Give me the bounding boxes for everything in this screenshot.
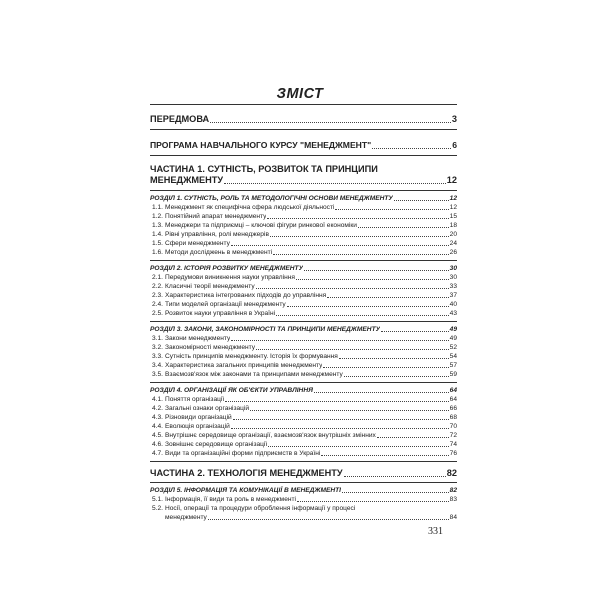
toc-item: 3.4. Характеристика загальних принципів менеджменту 57 [152,362,457,369]
toc-section-1: РОЗДІЛ 1. СУТНІСТЬ, РОЛЬ ТА МЕТОДОЛОГІЧНІ ОСНОВИ МЕНЕДЖМЕНТУ 12 [150,195,457,202]
page-title: ЗМІСТ [276,86,324,102]
toc-item: 1.3. Менеджери та підприємці – ключові фігури ринкової економіки 18 [152,222,457,229]
toc-item: 1.1. Менеджмент як специфічна сфера людської діяльності 12 [152,204,457,211]
toc-item: 2.4. Типи моделей організації менеджменту 40 [152,301,457,308]
toc-item: 4.7. Види та організаційні форми підприємств в Україні 76 [152,450,457,457]
toc-item: 5.1. Інформація, її види та роль в менеджменті 83 [152,496,457,503]
toc-item: 3.2. Закономірності менеджменту 52 [152,344,457,351]
toc-item-multiline: 5.2. Носії, операції та процедури оброблення інформації у процесі менеджменту 84 [152,505,457,521]
toc-item: 1.6. Методи досліджень в менеджменті 26 [152,249,457,256]
toc-item: 4.6. Зовнішнє середовище організації 74 [152,441,457,448]
toc-item: 4.4. Еволюція організацій 70 [152,423,457,430]
toc-part-2: ЧАСТИНА 2. ТЕХНОЛОГІЯ МЕНЕДЖМЕНТУ 82 [150,468,457,478]
toc-item: 3.3. Сутність принципів менеджменту. Історія їх формування 54 [152,353,457,360]
toc-entry-program: ПРОГРАМА НАВЧАЛЬНОГО КУРСУ "МЕНЕДЖМЕНТ" 6 [150,140,457,150]
toc-item: 4.5. Внутрішнє середовище організації, взаємозв'язок внутрішніх змінних 72 [152,432,457,439]
toc-item: 2.5. Розвиток науки управління в Україні 43 [152,310,457,317]
toc-item: 2.1. Передумови виникнення науки управління 30 [152,274,457,281]
toc-item: 2.3. Характеристика інтегрованих підходів до управління 37 [152,292,457,299]
toc-item: 1.5. Сфери менеджменту 24 [152,240,457,247]
toc-section-2: РОЗДІЛ 2. ІСТОРІЯ РОЗВИТКУ МЕНЕДЖМЕНТУ 30 [150,265,457,272]
toc-item: 1.2. Понятійний апарат менеджменту 15 [152,213,457,220]
toc-entry-preface: ПЕРЕДМОВА 3 [150,114,457,124]
toc-section-5: РОЗДІЛ 5. ІНФОРМАЦІЯ ТА КОМУНІКАЦІЇ В МЕНЕДЖМЕНТІ 82 [150,487,457,494]
page-number: 331 [428,526,443,537]
toc-item: 3.1. Закони менеджменту 49 [152,335,457,342]
toc-item: 1.4. Рівні управління, ролі менеджерів 20 [152,231,457,238]
toc-part-1: ЧАСТИНА 1. СУТНІСТЬ, РОЗВИТОК ТА ПРИНЦИПИ МЕНЕДЖМЕНТУ 12 [150,164,457,185]
toc-section-4: РОЗДІЛ 4. ОРГАНІЗАЦІЇ ЯК ОБ'ЄКТИ УПРАВЛІННЯ 64 [150,387,457,394]
toc-item: 4.1. Поняття організації 64 [152,396,457,403]
toc-item: 4.2. Загальні ознаки організацій 66 [152,405,457,412]
toc-section-3: РОЗДІЛ 3. ЗАКОНИ, ЗАКОНОМІРНОСТІ ТА ПРИНЦИПИ МЕНЕДЖМЕНТУ 49 [150,326,457,333]
toc-item: 2.2. Класичні теорії менеджменту 33 [152,283,457,290]
table-of-contents [150,104,457,522]
toc-item: 3.5. Взаємозв'язок між законами та принципами менеджменту 59 [152,371,457,378]
toc-item: 4.3. Різновиди організацій 68 [152,414,457,421]
